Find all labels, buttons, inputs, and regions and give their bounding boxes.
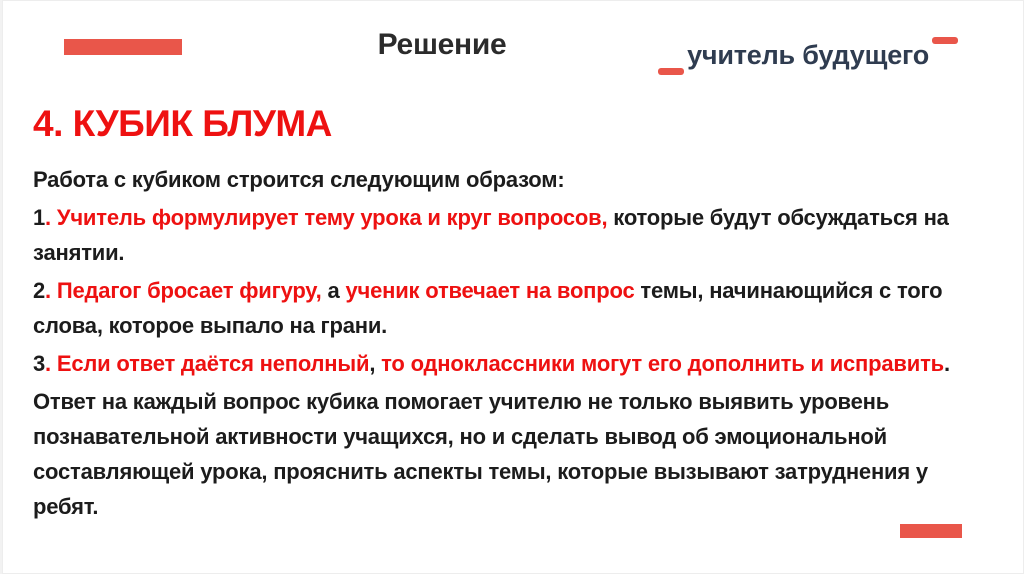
text-segment: 3 xyxy=(33,351,46,376)
text-segment: Работа с кубиком строится следующим образом: xyxy=(33,167,565,192)
text-segment: . xyxy=(943,351,950,376)
text-segment: ученик отвечает на вопрос xyxy=(345,278,635,303)
text-segment: 1 xyxy=(33,205,46,230)
body-text xyxy=(33,162,992,527)
text-segment: 2 xyxy=(33,278,46,303)
text-segment: а xyxy=(321,278,346,303)
text-segment: , xyxy=(369,351,376,376)
paragraph xyxy=(33,200,992,270)
text-segment: . Если ответ даётся неполный xyxy=(45,351,370,376)
text-segment: темы, начинающийся с того слова, которое выпало на грани. xyxy=(33,278,943,338)
logo xyxy=(658,30,958,80)
paragraph xyxy=(33,384,992,524)
decor-bar-bottom-right xyxy=(900,524,962,538)
slide-title: Решение xyxy=(377,28,507,61)
logo-text: учитель будущего xyxy=(687,40,929,70)
slide-heading: 4. КУБИК БЛУМА xyxy=(33,103,332,144)
paragraph xyxy=(33,162,992,197)
text-segment: которые будут обсуждаться на занятии. xyxy=(33,205,949,265)
logo-dash-left-icon xyxy=(658,68,684,75)
text-segment: Ответ на каждый вопрос кубика помогает учителю не только выявить уровень познавательной активности учащихся, но и сделать вывод об эмоциональной составляющей урока, прояснить аспекты темы, которые вызывают затруднения у ребят. xyxy=(33,389,928,519)
text-segment: . Учитель формулирует тему урока и круг вопросов, xyxy=(45,205,608,230)
text-segment: . Педагог бросает фигуру, xyxy=(45,278,322,303)
logo-dash-right-icon xyxy=(932,37,958,44)
paragraph xyxy=(33,346,992,381)
paragraph xyxy=(33,273,992,343)
text-segment: то одноклассники могут его дополнить и исправить xyxy=(375,351,944,376)
